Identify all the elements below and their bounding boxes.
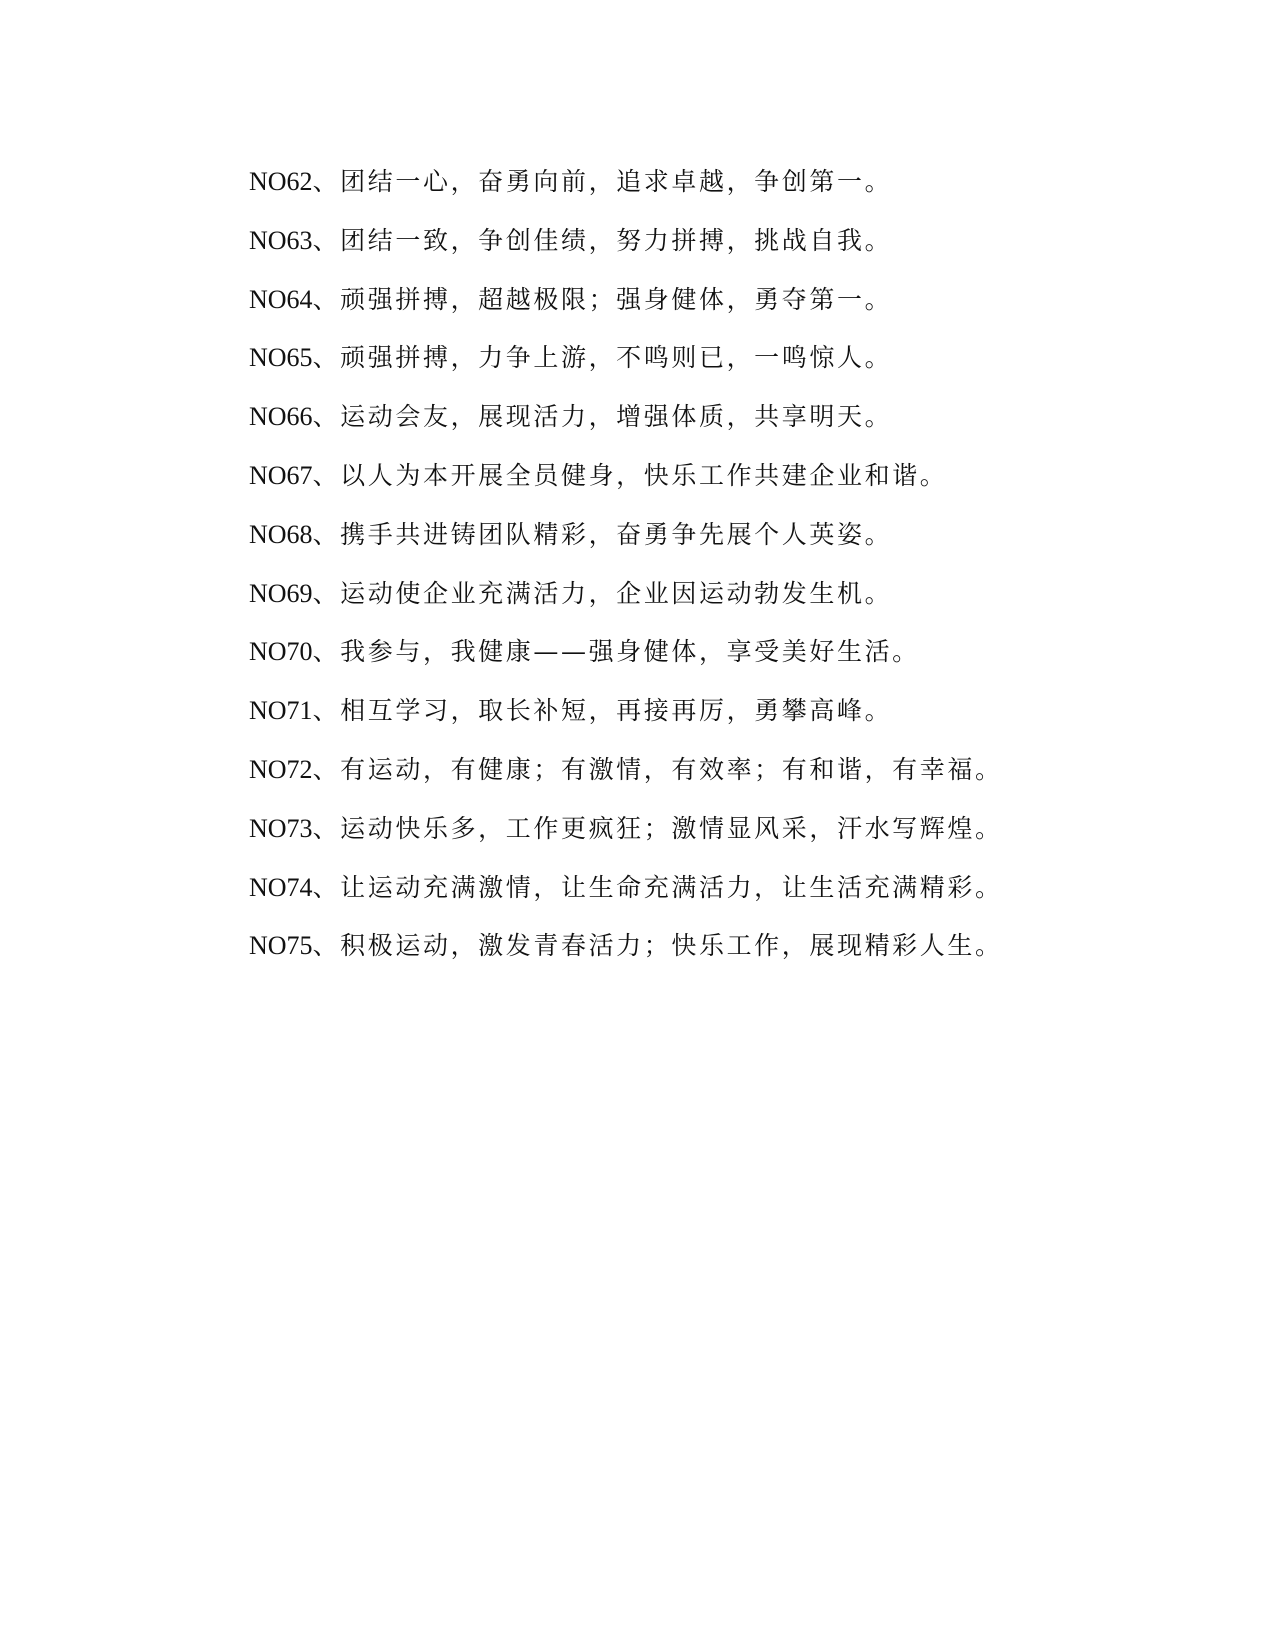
item-text: 、相互学习，取长补短，再接再厉，勇攀高峰。	[312, 696, 893, 726]
list-item	[249, 452, 1049, 511]
item-text: 、积极运动，激发青春活力；快乐工作，展现精彩人生。	[312, 931, 1003, 961]
item-text: 、团结一心，奋勇向前，追求卓越，争创第一。	[312, 167, 893, 196]
list-item	[249, 922, 1049, 981]
item-text: 、携手共进铸团队精彩，奋勇争先展个人英姿。	[312, 519, 893, 549]
item-number: NO72	[249, 754, 313, 784]
list-item	[249, 864, 1049, 923]
list-item	[249, 628, 1049, 687]
item-number: NO64	[249, 284, 313, 314]
item-text: 、让运动充满激情，让生命充满活力，让生活充满精彩。	[312, 872, 1003, 902]
item-text: 、顽强拼搏，力争上游，不鸣则已，一鸣惊人。	[312, 343, 893, 373]
list-item	[249, 334, 1049, 393]
list-item	[249, 393, 1049, 452]
item-text: 、运动使企业充满活力，企业因运动勃发生机。	[312, 578, 893, 608]
item-text: 、我参与，我健康——强身健体，享受美好生活。	[312, 637, 920, 667]
item-number: NO75	[249, 931, 313, 961]
item-number: NO68	[249, 519, 313, 549]
list-item	[249, 217, 1049, 276]
list-item	[249, 276, 1049, 335]
list-item	[249, 570, 1049, 629]
slogan-list	[249, 158, 1049, 981]
item-text: 、团结一致，争创佳绩，努力拼搏，挑战自我。	[312, 225, 893, 255]
item-number: NO70	[249, 637, 313, 667]
item-text: 、运动快乐多，工作更疯狂；激情显风采，汗水写辉煌。	[312, 813, 1003, 843]
list-item	[249, 746, 1049, 805]
item-number: NO63	[249, 225, 313, 255]
item-text: 、以人为本开展全员健身，快乐工作共建企业和谐。	[312, 460, 948, 490]
item-number: NO66	[249, 402, 313, 432]
item-number: NO74	[249, 872, 313, 902]
item-number: NO73	[249, 813, 313, 843]
list-item	[249, 687, 1049, 746]
item-text: 、运动会友，展现活力，增强体质，共享明天。	[312, 402, 893, 432]
item-number: NO69	[249, 578, 313, 608]
item-number: NO71	[249, 696, 313, 726]
list-item	[249, 158, 1049, 217]
list-item	[249, 805, 1049, 864]
item-number: NO62	[249, 167, 313, 196]
list-item	[249, 511, 1049, 570]
item-number: NO67	[249, 460, 313, 490]
item-number: NO65	[249, 343, 313, 373]
item-text: 、有运动，有健康；有激情，有效率；有和谐，有幸福。	[312, 754, 1003, 784]
item-text: 、顽强拼搏，超越极限；强身健体，勇夺第一。	[312, 284, 893, 314]
